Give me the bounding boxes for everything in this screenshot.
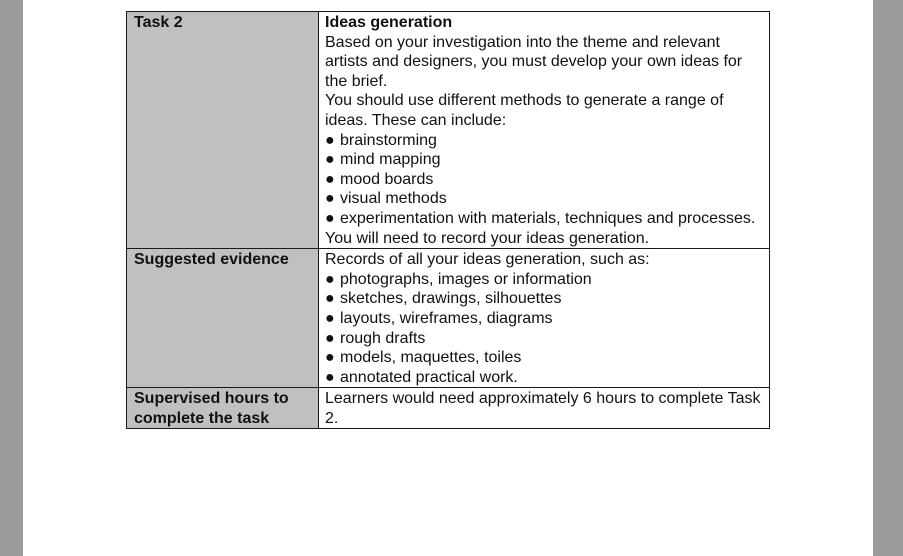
task-table: [126, 11, 770, 429]
evidence-label: Suggested evidence: [127, 249, 319, 388]
task-methods-list: [325, 131, 761, 229]
evidence-row: [127, 249, 770, 388]
task-intro: Based on your investigation into the theme and relevant artists and designers, you must develop your own ideas for the brief.: [325, 33, 743, 90]
hours-content: Learners would need approximately 6 hours to complete Task 2.: [319, 388, 770, 429]
bullet-icon: ●: [325, 151, 335, 169]
task-row: [127, 12, 770, 249]
evidence-list: [325, 270, 761, 388]
bullet-icon: ●: [325, 329, 335, 347]
bullet-icon: ●: [325, 209, 335, 227]
evidence-content: [319, 249, 770, 388]
list-item: ● visual methods: [325, 190, 447, 208]
hours-label: Supervised hours to complete the task: [127, 388, 319, 429]
task-outro: You will need to record your ideas generation.: [325, 229, 650, 247]
bullet-icon: ●: [325, 170, 335, 188]
task-content: [319, 12, 770, 249]
list-item: ● annotated practical work.: [325, 368, 518, 386]
list-item: ● models, maquettes, toiles: [325, 349, 522, 367]
list-item: ● mind mapping: [325, 151, 441, 169]
list-item: ● rough drafts: [325, 329, 426, 347]
evidence-intro: Records of all your ideas generation, such as:: [325, 251, 650, 269]
task-methods-intro: You should use different methods to generate a range of ideas. These can include:: [325, 92, 724, 129]
list-item: ● layouts, wireframes, diagrams: [325, 309, 553, 327]
bullet-icon: ●: [325, 270, 335, 288]
bullet-icon: ●: [325, 131, 335, 149]
list-item: ● brainstorming: [325, 131, 437, 149]
bullet-icon: ●: [325, 368, 335, 386]
bullet-icon: ●: [325, 190, 335, 208]
hours-row: [127, 388, 770, 429]
task-label: Task 2: [127, 12, 319, 249]
list-item: ● experimentation with materials, techniques and processes.: [325, 209, 756, 227]
list-item: ● sketches, drawings, silhouettes: [325, 290, 562, 308]
document-page: [23, 0, 873, 556]
list-item: ● photographs, images or information: [325, 270, 592, 288]
bullet-icon: ●: [325, 290, 335, 308]
bullet-icon: ●: [325, 309, 335, 327]
task-heading: Ideas generation: [325, 14, 453, 31]
list-item: ● mood boards: [325, 170, 434, 188]
bullet-icon: ●: [325, 349, 335, 367]
